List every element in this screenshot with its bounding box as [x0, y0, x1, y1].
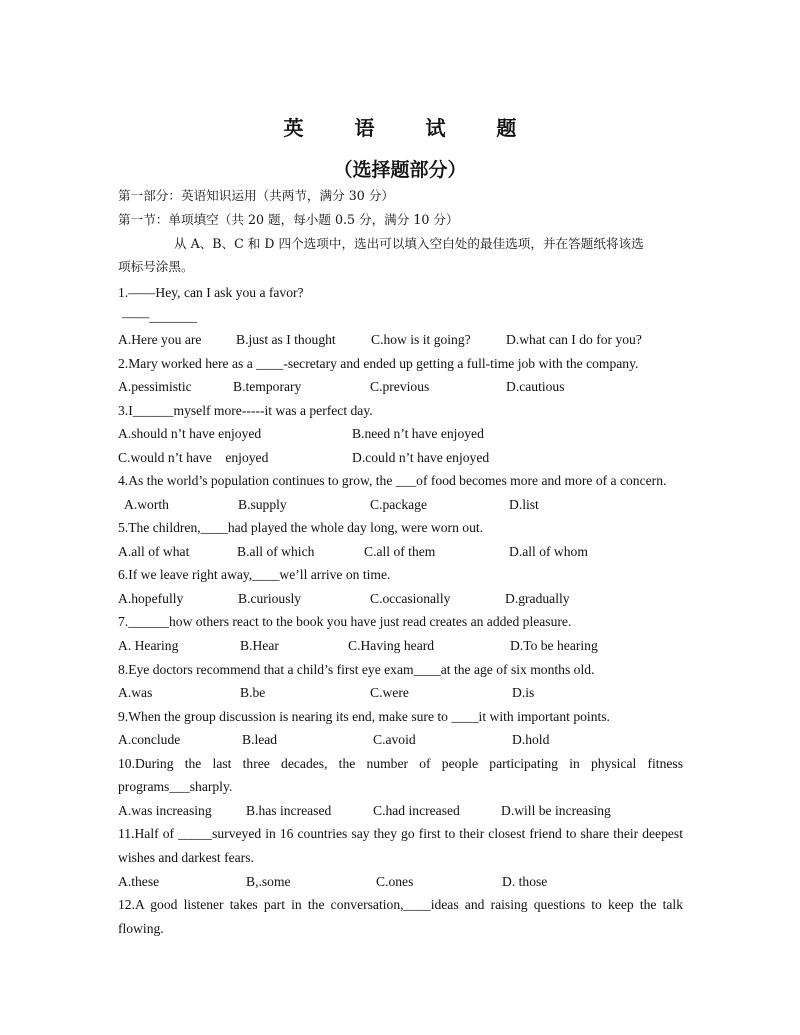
question-4-stem: 4.As the world’s population continues to grow, the ___of food becomes more and more of a concern.: [118, 473, 667, 488]
question-4-option-c: C.package: [370, 497, 427, 512]
question-8-option-b: B.be: [240, 685, 266, 700]
question-4-option-a: A.worth: [124, 497, 169, 512]
question-7-option-a: A. Hearing: [118, 638, 179, 653]
question-9-option-d: D.hold: [512, 732, 550, 747]
question-10-stem: 10.During the last three decades, the number of people participating in physical fitness: [118, 756, 683, 771]
question-9-stem: 9.When the group discussion is nearing its end, make sure to ____it with important points.: [118, 709, 610, 724]
question-9-options: [118, 731, 718, 749]
question-4-option-b: B.supply: [238, 497, 287, 512]
question-3-stem: 3.I______myself more-----it was a perfect day.: [118, 403, 373, 418]
question-9-option-b: B.lead: [242, 732, 278, 747]
question-8-option-c: C.were: [370, 685, 409, 700]
question-5-option-d: D.all of whom: [509, 544, 588, 559]
part-heading: 第一部分：英语知识运用（共两节，满分 30 分）: [118, 188, 394, 203]
question-5-option-a: A.all of what: [118, 544, 190, 559]
question-5-option-b: B.all of which: [237, 544, 315, 559]
question-2-option-a: A.pessimistic: [118, 379, 192, 394]
question-1-response-blank: ——_______: [122, 309, 197, 324]
question-11-option-b: B,.some: [246, 874, 291, 889]
question-2-option-c: C.previous: [370, 379, 430, 394]
question-5-option-c: C.all of them: [364, 544, 436, 559]
question-4-options: [118, 496, 718, 514]
question-9-option-a: A.conclude: [118, 732, 181, 747]
question-7-option-b: B.Hear: [240, 638, 279, 653]
question-8-option-d: D.is: [512, 685, 535, 700]
page-title: 英 语 试 题: [283, 116, 539, 140]
question-10-stem-continued: programs___sharply.: [118, 779, 233, 794]
question-11-option-d: D. those: [502, 874, 548, 889]
question-10-option-d: D.will be increasing: [501, 803, 611, 818]
question-1-option-b: B.just as I thought: [236, 332, 336, 347]
question-2-option-b: B.temporary: [233, 379, 302, 394]
question-6-option-b: B.curiously: [238, 591, 302, 606]
question-11-option-a: A.these: [118, 874, 160, 889]
question-6-option-a: A.hopefully: [118, 591, 184, 606]
instruction-line-2: 项标号涂黑。: [118, 259, 194, 274]
question-3-option-d: D.could n’t have enjoyed: [352, 450, 490, 465]
question-11-stem-continued: wishes and darkest fears.: [118, 850, 254, 865]
section-heading: 第一节：单项填空（共 20 题，每小题 0.5 分，满分 10 分）: [118, 212, 459, 227]
question-7-stem: 7.______how others react to the book you have just read creates an added pleasure.: [118, 614, 572, 629]
question-10-options: [118, 802, 718, 820]
question-3-option-a: A.should n’t have enjoyed: [118, 426, 262, 441]
question-7-option-d: D.To be hearing: [510, 638, 598, 653]
question-3-options-row-1: [118, 425, 718, 443]
question-5-options: [118, 543, 718, 561]
question-1-option-c: C.how is it going?: [371, 332, 471, 347]
instruction-line-1: 从 A、B、C 和 D 四个选项中，选出可以填入空白处的最佳选项，并在答题纸将该选: [174, 236, 644, 251]
question-3-option-b: B.need n’t have enjoyed: [352, 426, 484, 441]
question-12-stem-continued: flowing.: [118, 921, 164, 936]
question-1-option-d: D.what can I do for you?: [506, 332, 642, 347]
question-8-stem: 8.Eye doctors recommend that a child’s first eye exam____at the age of six months old.: [118, 662, 595, 677]
question-7-option-c: C.Having heard: [348, 638, 435, 653]
question-6-stem: 6.If we leave right away,____we’ll arrive on time.: [118, 567, 391, 582]
question-5-stem: 5.The children,____had played the whole day long, were worn out.: [118, 520, 484, 535]
question-6-option-c: C.occasionally: [370, 591, 451, 606]
question-7-options: [118, 637, 718, 655]
page-subtitle: （选择题部分）: [333, 159, 467, 181]
question-2-options: [118, 378, 718, 396]
question-10-option-a: A.was increasing: [118, 803, 212, 818]
question-2-option-d: D.cautious: [506, 379, 565, 394]
question-8-option-a: A.was: [118, 685, 153, 700]
question-8-options: [118, 684, 718, 702]
question-3-option-c: C.would n’t have enjoyed: [118, 450, 269, 465]
question-1-option-a: A.Here you are: [118, 332, 202, 347]
question-6-options: [118, 590, 718, 608]
question-10-option-b: B.has increased: [246, 803, 332, 818]
question-12-stem: 12.A good listener takes part in the conversation,____ideas and raising questions to keep the talk: [118, 897, 683, 912]
question-6-option-d: D.gradually: [505, 591, 570, 606]
question-11-stem: 11.Half of _____surveyed in 16 countries say they go first to their closest friend to share their deepest: [118, 826, 683, 841]
question-4-option-d: D.list: [509, 497, 539, 512]
question-10-option-c: C.had increased: [373, 803, 460, 818]
question-11-option-c: C.ones: [376, 874, 414, 889]
question-1-stem: 1.——Hey, can I ask you a favor?: [118, 285, 304, 300]
question-9-option-c: C.avoid: [373, 732, 416, 747]
question-11-options: [118, 873, 718, 891]
question-1-options: [118, 331, 718, 349]
question-3-options-row-2: [118, 449, 718, 467]
question-2-stem: 2.Mary worked here as a ____-secretary and ended up getting a full-time job with the company.: [118, 356, 639, 371]
